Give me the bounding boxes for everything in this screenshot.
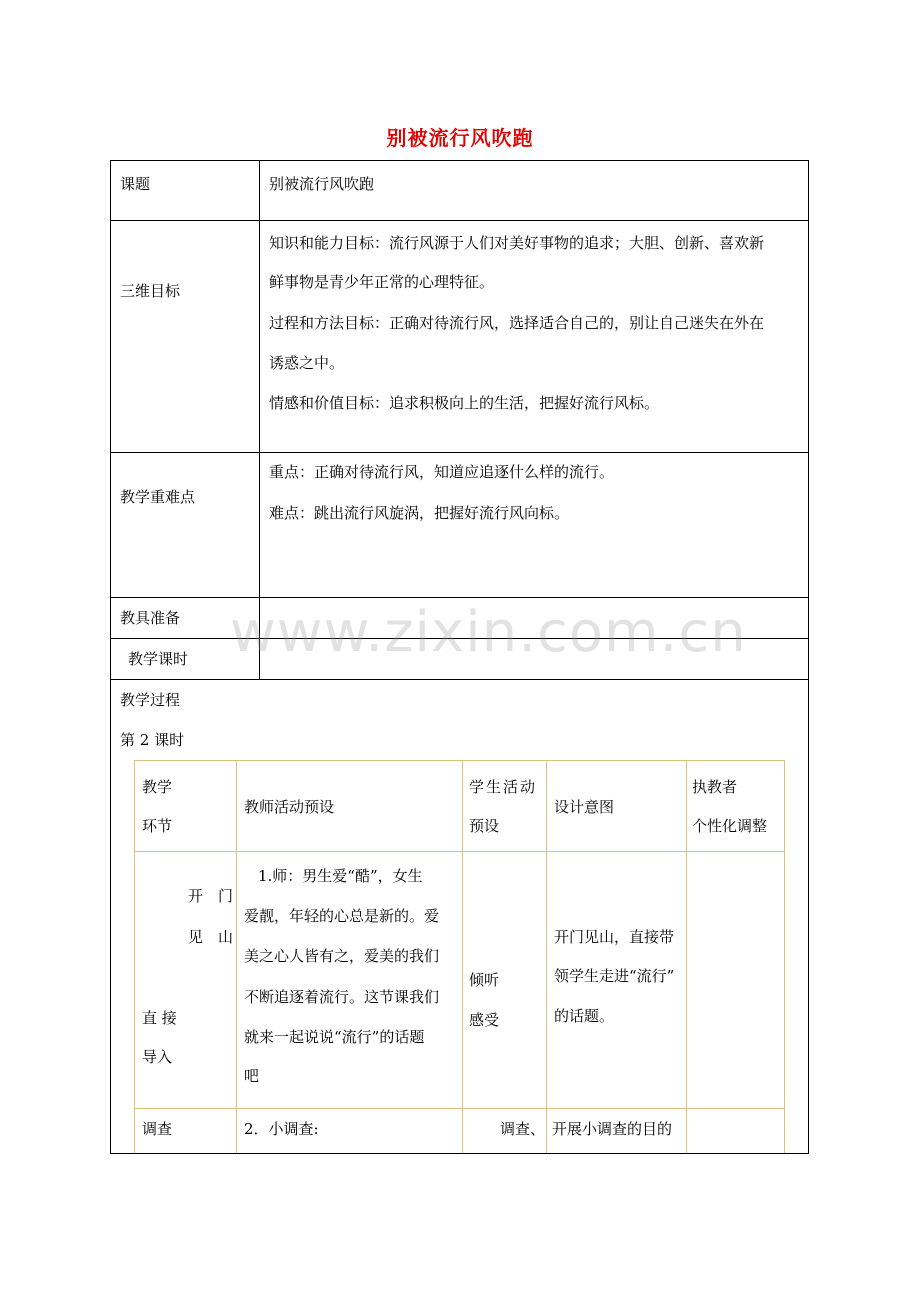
- design-intent-line: 开门见山，直接带: [554, 928, 675, 946]
- goal-line: 情感和价值目标：追求积极向上的生活，把握好流行风标。: [269, 394, 660, 412]
- header-design: 设计意图: [554, 798, 615, 816]
- teacher-activity-line: 不断追逐着流行。这节课我们: [244, 988, 440, 1006]
- student-activity: 感受: [469, 1011, 500, 1029]
- stage-text: 调查: [142, 1120, 173, 1138]
- teacher-activity-line: 2．小调查:: [244, 1120, 319, 1138]
- stage-text: 见 山: [188, 928, 234, 946]
- row-divider: [110, 220, 809, 221]
- keypoint-line: 重点：正确对待流行风，知道应追逐什么样的流行。: [269, 463, 615, 481]
- process-label: 教学过程: [120, 691, 181, 709]
- inner-table-border: [236, 760, 237, 1153]
- student-activity: 倾听: [469, 971, 500, 989]
- header-student: 学生活动: [469, 778, 538, 796]
- inner-table-border: [462, 760, 463, 1153]
- keypoints-label: 教学重难点: [120, 488, 196, 506]
- topic-label: 课题: [120, 175, 151, 193]
- row-divider: [110, 679, 809, 680]
- goal-line: 鲜事物是青少年正常的心理特征。: [269, 273, 495, 291]
- tools-label: 教具准备: [120, 609, 181, 627]
- teacher-activity-line: 吧: [244, 1067, 260, 1085]
- goal-line: 过程和方法目标：正确对待流行风，选择适合自己的，别让自己迷失在外在: [269, 314, 765, 332]
- document-title: 别被流行风吹跑: [386, 126, 534, 150]
- keypoint-line: 难点：跳出流行风旋涡，把握好流行风向标。: [269, 504, 570, 522]
- topic-value: 别被流行风吹跑: [269, 175, 375, 193]
- goal-line: 知识和能力目标：流行风源于人们对美好事物的追求；大胆、创新、喜欢新: [269, 234, 765, 252]
- design-intent-line: 领学生走进“流行”: [554, 967, 675, 985]
- design-intent-line: 开展小调查的目的: [552, 1120, 673, 1138]
- design-intent-line: 的话题。: [554, 1007, 615, 1025]
- row-divider: [110, 597, 809, 598]
- inner-table-border: [134, 760, 785, 761]
- header-teacher: 教师活动预设: [244, 798, 335, 816]
- student-activity: 调查、: [500, 1120, 546, 1138]
- teacher-activity-line: 就来一起说说“流行”的话题: [244, 1028, 425, 1046]
- teacher-activity-line: 美之心人皆有之，爱美的我们: [244, 947, 440, 965]
- stage-text: 开 门: [188, 887, 234, 905]
- inner-table-border: [546, 760, 547, 1153]
- inner-table-border: [134, 1108, 785, 1109]
- inner-table-border: [686, 760, 687, 1153]
- inner-table-border: [134, 851, 785, 852]
- header-stage: 环节: [142, 817, 173, 835]
- teacher-activity-line: 1.师：男生爱“酷”，女生: [258, 867, 423, 885]
- row-divider: [110, 452, 809, 453]
- watermark: www.zixin.com.cn: [230, 600, 747, 665]
- header-stage: 教学: [142, 778, 173, 796]
- goal-line: 诱惑之中。: [269, 354, 345, 372]
- goals-label: 三维目标: [120, 282, 181, 300]
- hours-label: 教学课时: [128, 650, 189, 668]
- stage-text: 导入: [142, 1048, 173, 1066]
- teacher-activity-line: 爱靓，年轻的心总是新的。爱: [244, 907, 440, 925]
- header-student: 预设: [469, 817, 500, 835]
- lesson-label: 第 2 课时: [120, 731, 185, 749]
- inner-table-border: [784, 760, 785, 1153]
- stage-text: 直 接: [142, 1009, 177, 1027]
- header-adjust: 个性化调整: [692, 817, 768, 835]
- inner-table-border: [134, 760, 135, 1153]
- header-adjust: 执教者: [692, 778, 738, 796]
